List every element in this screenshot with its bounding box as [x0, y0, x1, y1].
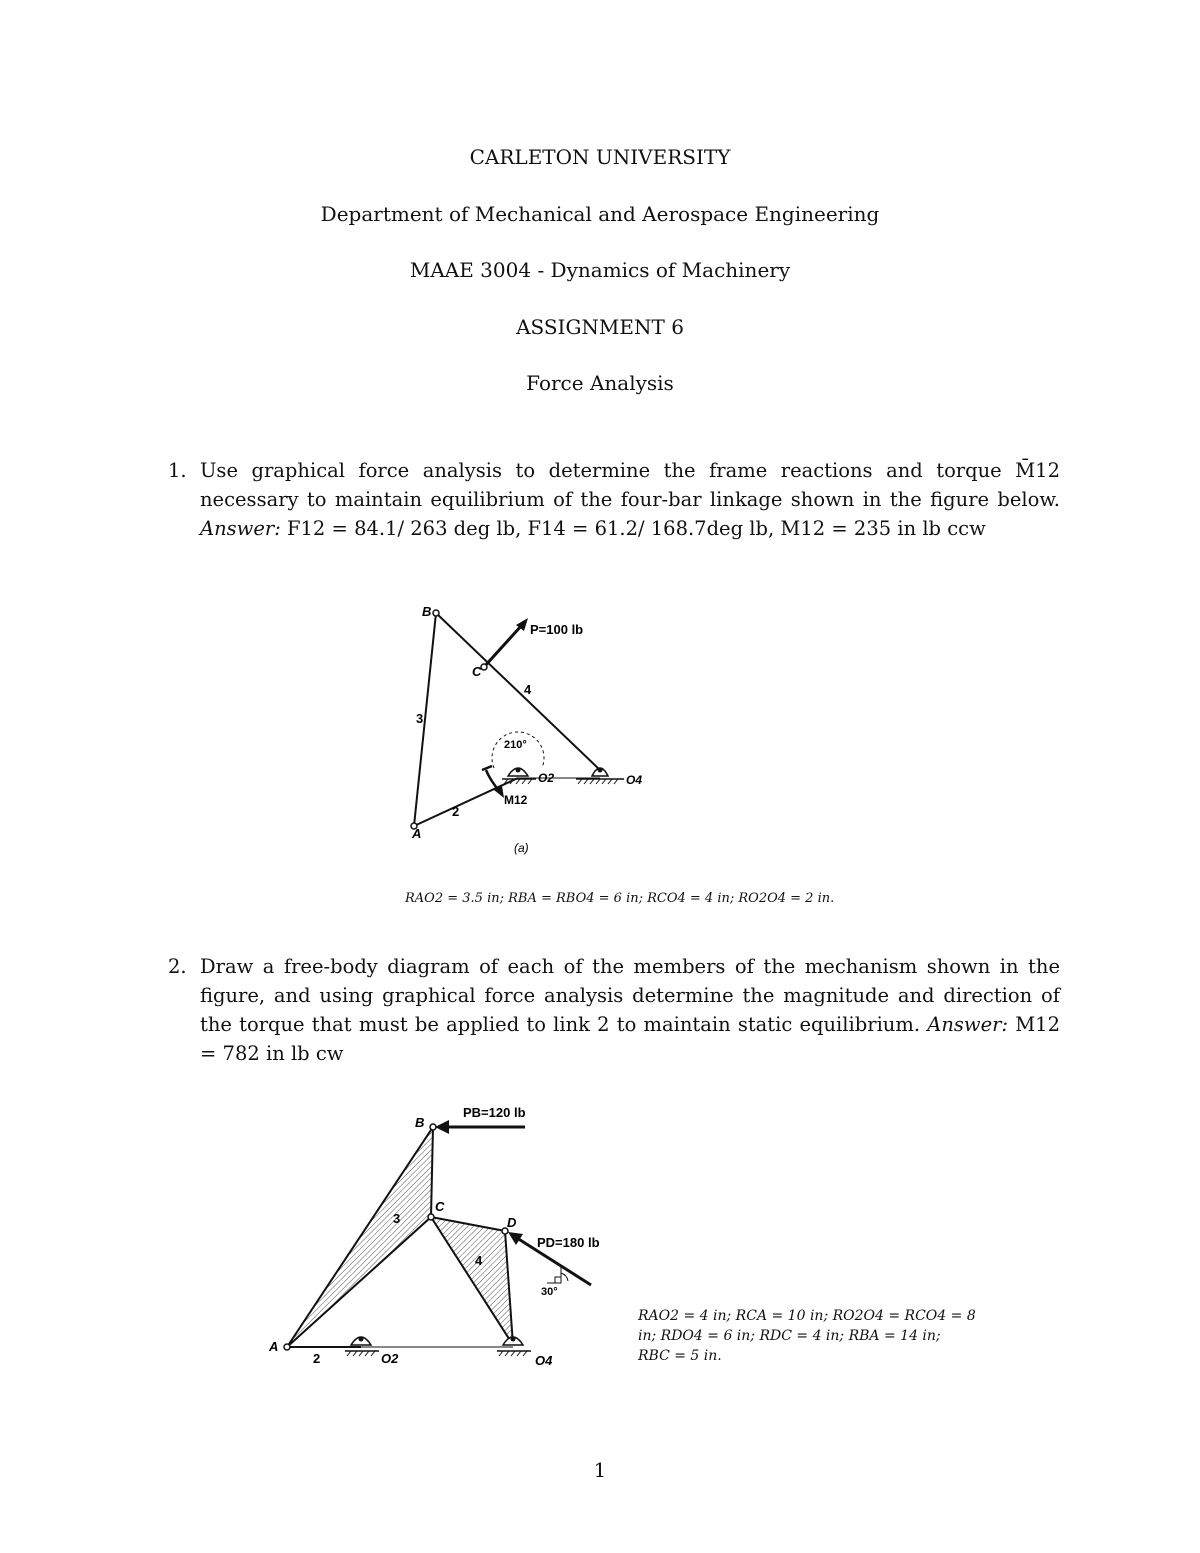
support-o2 — [502, 768, 536, 785]
pin-c — [428, 1214, 434, 1220]
problem-2 — [168, 952, 1060, 1068]
problem-1-body — [200, 456, 1060, 543]
link-4-body — [431, 1217, 513, 1345]
department-title: Department of Mechanical and Aerospace Engineering — [320, 202, 880, 226]
problem-2-text: Draw a free-body diagram of each of the members of the mechanism shown in the figure, and using graphical force analysis determine the magnitude and direction of the torque that must be applied to link 2 to maintain static equilibrium. — [200, 955, 1060, 1036]
label-o4: O4 — [626, 773, 643, 787]
problem-2-answer-label: Answer: — [927, 1013, 1009, 1036]
label-link-3: 3 — [393, 1211, 401, 1226]
label-b: B — [415, 1115, 425, 1130]
support-o4 — [576, 768, 624, 785]
label-c: C — [435, 1199, 445, 1214]
link-2 — [414, 778, 518, 826]
label-o2: O2 — [381, 1351, 399, 1366]
problem-2-body — [200, 952, 1060, 1068]
label-o4: O4 — [535, 1353, 553, 1368]
label-moment: M12 — [504, 793, 528, 807]
problem-2-given-dimensions — [638, 1306, 998, 1366]
label-force-p: P=100 lb — [530, 622, 584, 637]
course-title: MAAE 3004 - Dynamics of Machinery — [409, 258, 791, 282]
page-number: 1 — [593, 1458, 607, 1482]
label-d: D — [507, 1215, 517, 1230]
pin-c — [481, 664, 487, 670]
label-link-2: 2 — [452, 804, 460, 819]
problem-2-given-line-1: RAO2 = 4 in; RCA = 10 in; RO2O4 = RCO4 = 8 — [638, 1308, 976, 1324]
label-o2: O2 — [538, 771, 555, 785]
label-a: A — [412, 826, 422, 841]
label-link-2: 2 — [313, 1351, 321, 1366]
force-pb-arrowhead — [435, 1120, 449, 1134]
support-o4 — [497, 1337, 531, 1357]
problem-1-answer-label: Answer: — [200, 517, 281, 540]
label-link-3: 3 — [416, 711, 424, 726]
label-angle: 210° — [504, 739, 527, 751]
force-p-arrow — [484, 625, 522, 667]
problem-1-answer: F12 = 84.1/ 263 deg lb, F14 = 61.2/ 168.7deg lb, M12 = 235 in lb ccw — [286, 517, 986, 540]
figure-2-mechanism — [265, 1095, 625, 1385]
angle-arc — [561, 1273, 568, 1281]
label-link-4: 4 — [524, 682, 532, 697]
assignment-title: ASSIGNMENT 6 — [516, 315, 684, 339]
label-force-pd: PD=180 lb — [537, 1235, 600, 1250]
pin-a — [284, 1344, 290, 1350]
link-3-body — [287, 1127, 433, 1347]
problem-2-given-line-3: RBC = 5 in. — [638, 1348, 722, 1364]
problem-1-text: Use graphical force analysis to determine the frame reactions and torque M̄12 necessary to maintain equilibrium of the four-bar linkage shown in the figure below. — [200, 459, 1060, 511]
figure-1-caption: (a) — [514, 841, 529, 855]
problem-1-given-dimensions: RAO2 = 3.5 in; RBA = RBO4 = 6 in; RCO4 = 4 in; RO2O4 = 2 in. — [405, 891, 835, 906]
university-title: CARLETON UNIVERSITY — [469, 145, 731, 169]
label-c: C — [472, 664, 482, 679]
force-pd-arrowhead — [508, 1232, 523, 1245]
label-angle: 30° — [541, 1286, 558, 1298]
figure-1-four-bar-linkage — [390, 598, 890, 858]
label-force-pb: PB=120 lb — [463, 1105, 526, 1120]
label-link-4: 4 — [475, 1253, 483, 1268]
problem-1 — [168, 456, 1060, 543]
pin-b — [433, 610, 439, 616]
problem-2-given-line-2: in; RDO4 = 6 in; RDC = 4 in; RBA = 14 in; — [638, 1328, 941, 1344]
problem-2-answer: M12 = 782 in lb cw — [200, 1013, 1060, 1065]
label-b: B — [422, 604, 432, 619]
label-a: A — [269, 1339, 279, 1354]
problem-1-number: 1. — [168, 459, 187, 482]
problem-2-number: 2. — [168, 955, 187, 978]
topic-title: Force Analysis — [526, 371, 674, 395]
